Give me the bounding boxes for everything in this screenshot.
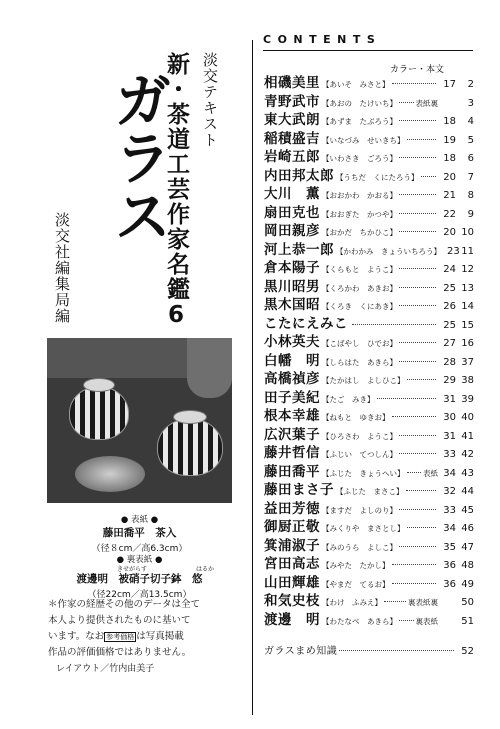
entry-page-color: 30 bbox=[443, 412, 456, 423]
entry-page-color: 29 bbox=[443, 375, 456, 386]
entry-reading: 【いわさき ごろう】 bbox=[322, 154, 397, 163]
entry-name: 河上恭一郎 bbox=[264, 241, 334, 258]
entry-reading: 【ふじい てつしん】 bbox=[322, 450, 397, 459]
entry-reading: 【たご みき】 bbox=[322, 394, 375, 404]
leader-dots bbox=[384, 601, 406, 602]
entry-reading: 【みやた たかし】 bbox=[322, 561, 390, 570]
entry-page-text: 16 bbox=[461, 338, 474, 349]
note-line: 本人より提供されたものに基いて bbox=[48, 615, 191, 626]
entry-page-text: 41 bbox=[461, 430, 474, 442]
editorial-note bbox=[48, 597, 238, 661]
toc-entry[interactable] bbox=[264, 256, 474, 275]
entry-name: 大川 薫 bbox=[264, 186, 320, 202]
toc-entry[interactable] bbox=[264, 386, 474, 405]
entry-reading: 【くらもと ようこ】 bbox=[322, 265, 397, 274]
entry-reading: 【ねもと ゆきお】 bbox=[322, 413, 390, 422]
entry-page-text: 44 bbox=[461, 486, 474, 497]
leader-dots bbox=[399, 435, 436, 436]
back-cover-title: 渡邊明 被硝子切子鉢 悠 bbox=[76, 573, 203, 585]
leader-dots bbox=[399, 231, 436, 232]
entry-name: 藤田まさ子 bbox=[264, 482, 334, 498]
back-cover-heading: ● 裏表紙 ● bbox=[116, 555, 163, 565]
entry-name: 青野武市 bbox=[264, 93, 320, 110]
leader-dots bbox=[399, 102, 414, 103]
cover-photo bbox=[47, 338, 232, 503]
toc-entry[interactable] bbox=[264, 478, 474, 497]
leader-dots bbox=[399, 287, 436, 288]
entry-reading: 【ふじた まさこ】 bbox=[336, 487, 404, 496]
toc-entry[interactable] bbox=[264, 349, 474, 368]
entry-note: 裏表紙 bbox=[415, 616, 438, 626]
entry-page-color: 33 bbox=[443, 504, 456, 516]
entry-page-color: 31 bbox=[443, 430, 456, 442]
entry-page-text: 15 bbox=[461, 319, 474, 331]
back-title-ruby2: はるか bbox=[196, 566, 215, 573]
entry-page-text: 47 bbox=[461, 541, 474, 553]
entry-note: 表紙 bbox=[423, 468, 438, 478]
toc-entry[interactable] bbox=[264, 71, 474, 90]
entry-note: 表紙裏 bbox=[415, 98, 438, 108]
entry-page-text: 5 bbox=[467, 134, 474, 146]
leader-dots bbox=[377, 398, 437, 399]
entry-name: 益田芳徳 bbox=[264, 500, 320, 517]
entry-name: 箕浦淑子 bbox=[264, 537, 320, 554]
entry-name: 白幡 明 bbox=[264, 352, 320, 369]
entry-reading: 【ますだ よしのり】 bbox=[322, 505, 397, 515]
entry-page-text: 10 bbox=[461, 227, 474, 238]
entry-page-text: 49 bbox=[461, 578, 474, 590]
front-cover-size: （径８cm／高6.3cm） bbox=[91, 544, 188, 554]
entry-page-color: 26 bbox=[443, 301, 456, 312]
note-line: 作品の評価価格ではありません。 bbox=[48, 647, 192, 658]
entry-page-text: 8 bbox=[467, 190, 474, 201]
entry-reading: 【こばやし ひでお】 bbox=[322, 339, 397, 348]
toc-entry[interactable] bbox=[264, 201, 474, 220]
entry-page-text: 52 bbox=[461, 646, 474, 657]
entry-page-text: 37 bbox=[461, 356, 474, 368]
striped-jar-right bbox=[157, 418, 223, 476]
leader-dots bbox=[392, 564, 437, 565]
entry-page-text: 12 bbox=[461, 264, 474, 275]
entry-name: 小林英夫 bbox=[264, 334, 320, 350]
entry-page-text: 13 bbox=[461, 282, 474, 294]
toc-entry[interactable] bbox=[264, 552, 474, 571]
entry-page-color: 18 bbox=[443, 153, 456, 164]
publisher: 淡交社編集局編 bbox=[53, 212, 71, 324]
entry-name: 根本幸雄 bbox=[264, 408, 320, 424]
entry-page-text: 4 bbox=[467, 116, 474, 127]
entry-reading: 【かわかみ きょういちろう】 bbox=[336, 246, 441, 256]
entry-reading: 【たかはし よしひこ】 bbox=[322, 376, 405, 385]
entry-page-text: 11 bbox=[461, 245, 474, 257]
entry-reading: 【やまだ てるお】 bbox=[322, 579, 390, 589]
entry-reading: 【ふじた きょうへい】 bbox=[322, 468, 405, 478]
entry-name: 岡田親彦 bbox=[264, 223, 320, 239]
entry-page-color: 36 bbox=[443, 578, 456, 590]
entry-reading: 【あおの たけいち】 bbox=[322, 98, 397, 108]
entry-name: 宮田高志 bbox=[264, 556, 320, 572]
leader-dots bbox=[392, 416, 437, 417]
entry-name: こたにえみこ bbox=[264, 315, 348, 332]
leader-dots bbox=[339, 650, 454, 651]
entry-name: 東大武朗 bbox=[264, 112, 320, 128]
leader-dots bbox=[352, 324, 436, 325]
leader-dots bbox=[399, 120, 436, 121]
entry-page-color: 36 bbox=[443, 560, 456, 571]
entry-page-text: 51 bbox=[461, 615, 474, 627]
toc-entry[interactable] bbox=[264, 238, 474, 257]
entry-name: 渡邊 明 bbox=[264, 611, 320, 628]
toc-entry[interactable] bbox=[264, 608, 474, 627]
entry-page-text: 45 bbox=[461, 504, 474, 516]
entry-page-color: 33 bbox=[443, 449, 456, 460]
entry-name: ガラスまめ知識 bbox=[264, 646, 338, 657]
entry-name: 扇田克也 bbox=[264, 204, 320, 221]
entry-page-color: 23 bbox=[447, 245, 460, 257]
toc-entry[interactable] bbox=[264, 164, 474, 183]
entry-page-text: 2 bbox=[467, 79, 474, 90]
toc-entry[interactable] bbox=[264, 460, 474, 479]
entry-page-text: 46 bbox=[461, 523, 474, 534]
series-title: 淡交テキスト bbox=[201, 52, 219, 148]
note-text: います。なお bbox=[48, 631, 105, 642]
toc-entry[interactable] bbox=[264, 108, 474, 127]
leader-dots bbox=[399, 620, 414, 621]
entry-page-color: 20 bbox=[443, 171, 456, 183]
entry-reading: 【あずま たぶろう】 bbox=[322, 117, 397, 126]
toc-entry[interactable] bbox=[264, 127, 474, 146]
entry-reading: 【うちだ くにたろう】 bbox=[336, 172, 419, 182]
glass-bowl bbox=[75, 456, 145, 492]
leader-dots bbox=[399, 361, 436, 362]
entry-page-text: 7 bbox=[467, 171, 474, 183]
entry-page-text: 43 bbox=[461, 467, 474, 479]
entry-page-text: 48 bbox=[461, 560, 474, 571]
entry-page-color: 20 bbox=[443, 227, 456, 238]
leader-dots bbox=[392, 583, 437, 584]
entry-page-color: 28 bbox=[443, 356, 456, 368]
leader-dots bbox=[399, 546, 436, 547]
entry-note: 裏表紙裏 bbox=[408, 598, 438, 607]
leader-dots bbox=[399, 157, 436, 158]
entry-reading: 【わけ ふみえ】 bbox=[322, 598, 382, 607]
photo-vessel-back bbox=[187, 338, 232, 398]
leader-dots bbox=[399, 213, 436, 214]
toc-entry-extra[interactable] bbox=[264, 642, 474, 661]
leader-dots bbox=[399, 194, 436, 195]
entry-page-text: 50 bbox=[461, 597, 474, 608]
front-cover-heading: ● 表紙 ● bbox=[120, 515, 159, 525]
entry-name: 御厨正敬 bbox=[264, 519, 320, 535]
entry-page-color: 21 bbox=[443, 190, 456, 201]
entry-reading: 【いなづみ せいきち】 bbox=[322, 135, 405, 145]
entry-reading: 【みくりや まさとし】 bbox=[322, 524, 405, 533]
column-divider bbox=[252, 40, 253, 715]
leader-dots bbox=[399, 453, 436, 454]
entry-page-color: 19 bbox=[443, 134, 456, 146]
entry-name: 黒川昭男 bbox=[264, 278, 320, 295]
toc-entry[interactable] bbox=[264, 293, 474, 312]
entry-name: 和気史枝 bbox=[264, 593, 320, 609]
book-title: 新・茶道工芸作家名鑑6 bbox=[163, 52, 189, 330]
table-of-contents bbox=[264, 71, 474, 661]
jar-rim-right bbox=[173, 410, 207, 424]
entry-name: 内田邦太郎 bbox=[264, 167, 334, 184]
toc-entry[interactable] bbox=[264, 219, 474, 238]
back-cover-size: （径22cm／高13.5cm） bbox=[87, 590, 192, 600]
leader-dots bbox=[407, 139, 437, 140]
contents-title: CONTENTS bbox=[263, 33, 382, 46]
entry-reading: 【みのうら よしこ】 bbox=[322, 542, 397, 552]
entry-name: 稲積盛吉 bbox=[264, 130, 320, 147]
entry-page-text: 40 bbox=[461, 412, 474, 423]
back-title-ruby: きせがらす bbox=[117, 566, 148, 573]
entry-name: 山田輝雄 bbox=[264, 574, 320, 591]
leader-dots bbox=[407, 527, 437, 528]
toc-entry[interactable] bbox=[264, 90, 474, 109]
entry-page-color: 25 bbox=[443, 319, 456, 331]
toc-entry[interactable] bbox=[264, 367, 474, 386]
price-label-box: 参考価格 bbox=[106, 633, 135, 641]
entry-name: 岩崎五郎 bbox=[264, 149, 320, 165]
entry-name: 田子美紀 bbox=[264, 389, 320, 406]
entry-reading: 【おおかわ かおる】 bbox=[322, 191, 397, 200]
entry-page-text: 42 bbox=[461, 449, 474, 460]
entry-page-text: 3 bbox=[467, 97, 474, 109]
leader-dots bbox=[406, 490, 437, 491]
entry-page-color: 31 bbox=[443, 393, 456, 405]
note-line: ＊作家の経歴その他のデータは全て bbox=[48, 599, 201, 610]
toc-entry[interactable] bbox=[264, 589, 474, 608]
leader-dots bbox=[399, 305, 436, 306]
leader-dots bbox=[407, 379, 437, 380]
entry-name: 広沢葉子 bbox=[264, 426, 320, 443]
leader-dots bbox=[421, 176, 437, 177]
entry-name: 藤田喬平 bbox=[264, 463, 320, 480]
toc-entry[interactable] bbox=[264, 404, 474, 423]
entry-reading: 【くろき くにあき】 bbox=[322, 302, 397, 311]
leader-dots bbox=[392, 83, 437, 84]
entry-reading: 【ひろさわ ようこ】 bbox=[322, 431, 397, 441]
entry-reading: 【おかだ ちかひこ】 bbox=[322, 228, 397, 237]
entry-name: 黒木国昭 bbox=[264, 297, 320, 313]
entry-page-text: 6 bbox=[467, 153, 474, 164]
toc-entry[interactable] bbox=[264, 312, 474, 331]
note-line bbox=[48, 629, 238, 645]
toc-entry[interactable] bbox=[264, 275, 474, 294]
toc-entry[interactable] bbox=[264, 182, 474, 201]
toc-entry[interactable] bbox=[264, 497, 474, 516]
entry-reading: 【くろかわ あきお】 bbox=[322, 283, 397, 293]
toc-entry[interactable] bbox=[264, 145, 474, 164]
entry-page-text: 14 bbox=[461, 301, 474, 312]
contents-rule bbox=[263, 50, 473, 51]
section-heading: カラー・本文 bbox=[390, 65, 445, 75]
toc-entry[interactable] bbox=[264, 441, 474, 460]
toc-entry[interactable] bbox=[264, 571, 474, 590]
toc-entry[interactable] bbox=[264, 534, 474, 553]
entry-page-color: 27 bbox=[443, 338, 456, 349]
leader-dots bbox=[399, 342, 436, 343]
leader-dots bbox=[407, 472, 422, 473]
entry-page-text: 38 bbox=[461, 375, 474, 386]
entry-reading: 【あいそ みさと】 bbox=[322, 80, 390, 89]
toc-entry[interactable] bbox=[264, 330, 474, 349]
entry-page-text: 9 bbox=[467, 208, 474, 220]
entry-name: 倉本陽子 bbox=[264, 260, 320, 276]
entry-page-color: 22 bbox=[443, 208, 456, 220]
entry-page-color: 24 bbox=[443, 264, 456, 275]
entry-page-text: 39 bbox=[461, 393, 474, 405]
entry-name: 藤井哲信 bbox=[264, 445, 320, 461]
entry-page-color: 32 bbox=[443, 486, 456, 497]
leader-dots bbox=[399, 268, 436, 269]
layout-credit: レイアウト／竹内由美子 bbox=[56, 664, 155, 674]
front-cover-title: 藤田喬平 茶入 bbox=[102, 527, 177, 539]
entry-name: 高橋禎彦 bbox=[264, 371, 320, 387]
jar-rim-left bbox=[83, 378, 115, 392]
entry-page-color: 34 bbox=[443, 467, 456, 479]
entry-page-color: 35 bbox=[443, 541, 456, 553]
toc-entry[interactable] bbox=[264, 423, 474, 442]
entry-name: 相磯美里 bbox=[264, 75, 320, 91]
entry-reading: 【おおぎた かつや】 bbox=[322, 209, 397, 219]
striped-jar-left bbox=[69, 386, 129, 440]
entry-page-color: 25 bbox=[443, 282, 456, 294]
entry-reading: 【しらはた あきら】 bbox=[322, 357, 397, 367]
entry-page-color: 34 bbox=[443, 523, 456, 534]
toc-entry[interactable] bbox=[264, 515, 474, 534]
leader-dots bbox=[399, 509, 436, 510]
entry-reading: 【わたなべ あきら】 bbox=[322, 616, 397, 626]
note-text: は写真掲載 bbox=[136, 631, 184, 642]
volume-title: ガラス bbox=[104, 70, 172, 244]
entry-page-color: 17 bbox=[443, 79, 456, 90]
entry-page-color: 18 bbox=[443, 116, 456, 127]
